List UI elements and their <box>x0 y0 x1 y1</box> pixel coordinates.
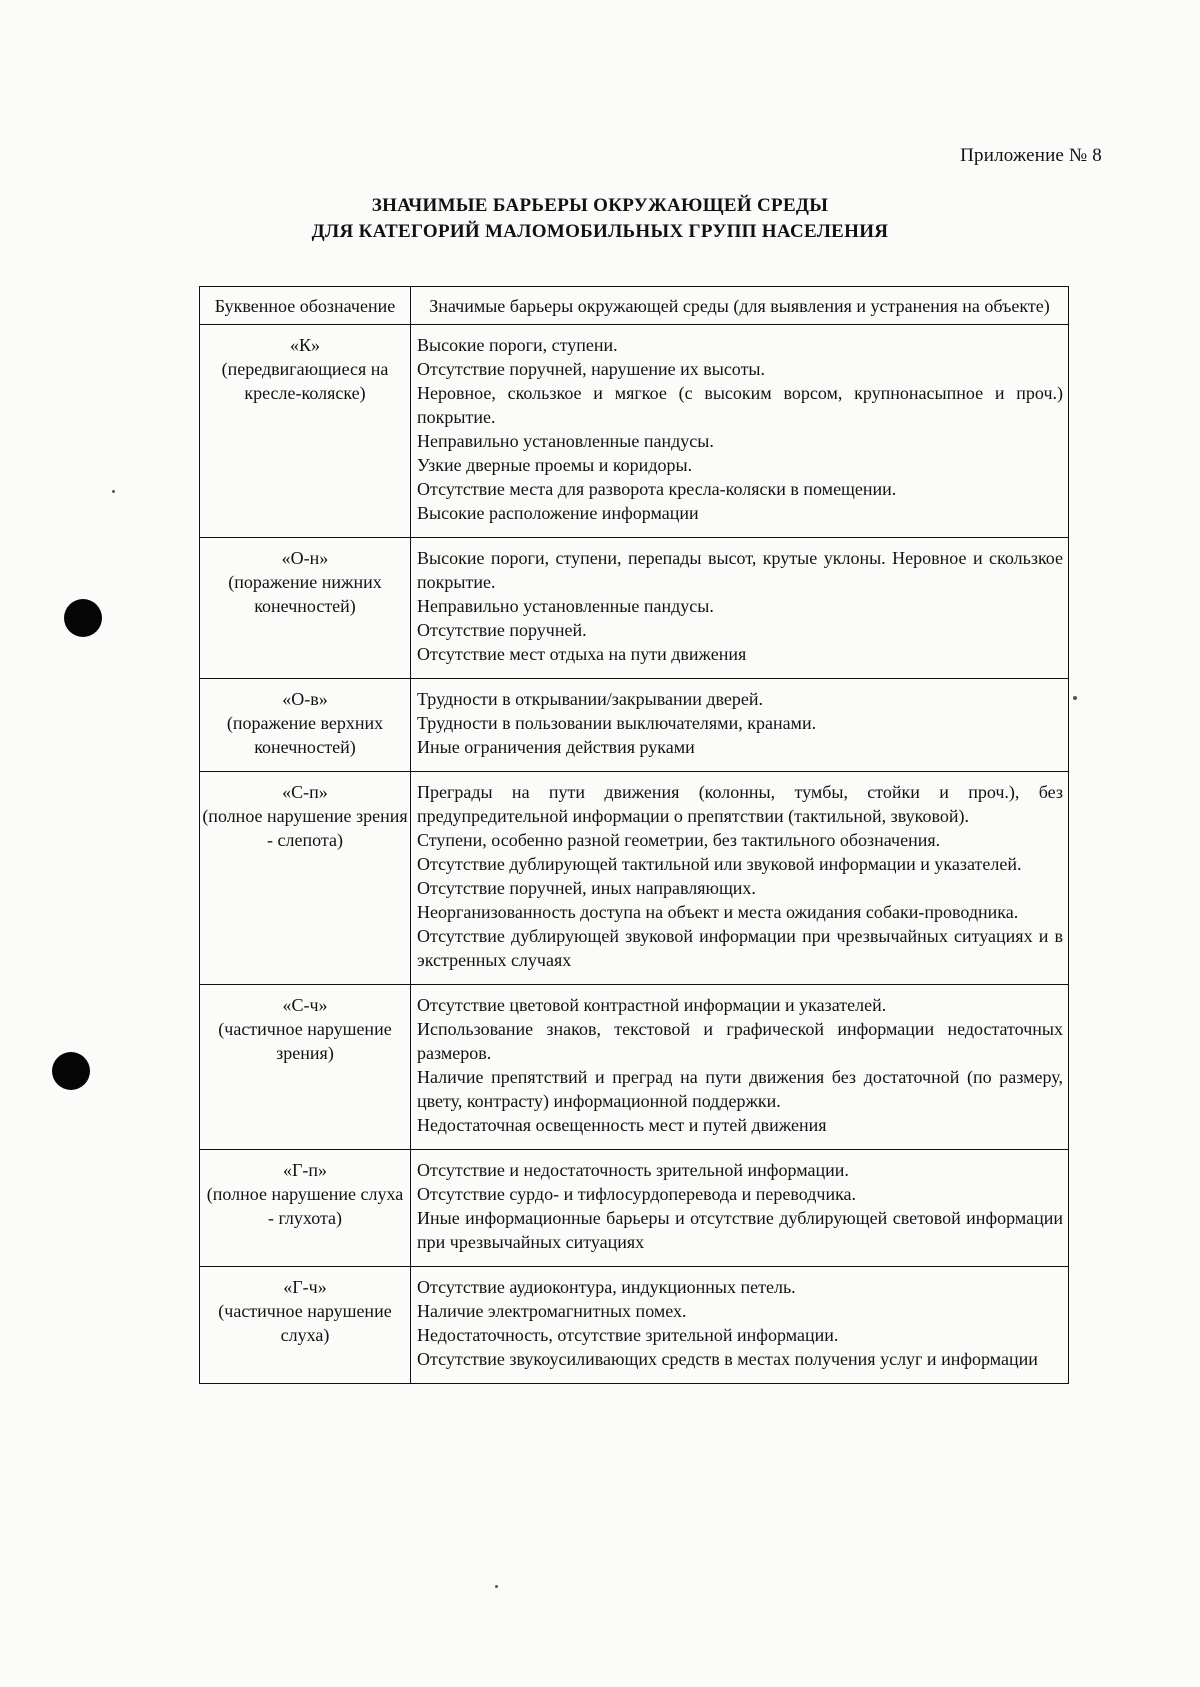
table-row <box>200 679 1069 772</box>
table-header-row <box>200 287 1069 325</box>
barrier-item: Трудности в пользовании выключателями, кранами. <box>417 713 817 733</box>
barrier-item: Узкие дверные проемы и коридоры. <box>417 455 693 475</box>
scan-speck <box>112 490 115 493</box>
category-description: (передвигающиеся на кресле-коляске) <box>221 359 389 403</box>
category-cell <box>200 1150 411 1267</box>
barrier-item: Высокие расположение информации <box>417 503 699 523</box>
barrier-item: Неправильно установленные пандусы. <box>417 431 714 451</box>
category-code: «К» <box>289 335 320 355</box>
barrier-item: Использование знаков, текстовой и графической информации недостаточных размеров. <box>417 1019 1063 1063</box>
category-description: (частичное нарушение зрения) <box>218 1019 392 1063</box>
barrier-item: Отсутствие аудиоконтура, индукционных петель. <box>417 1277 796 1297</box>
header-barriers: Значимые барьеры окружающей среды (для выявления и устранения на объекте) <box>411 287 1069 325</box>
category-cell <box>200 985 411 1150</box>
barrier-item: Высокие пороги, ступени, перепады высот, крутые уклоны. Неровное и скользкое покрытие. <box>417 548 1063 592</box>
barrier-item: Наличие препятствий и преград на пути движения без достаточной (по размеру, цвету, контрасту) информационной поддержки. <box>417 1067 1063 1111</box>
category-cell <box>200 1267 411 1384</box>
barrier-item: Отсутствие и недостаточность зрительной информации. <box>417 1160 849 1180</box>
category-cell <box>200 538 411 679</box>
category-cell <box>200 679 411 772</box>
header-code: Буквенное обозначение <box>200 287 411 325</box>
category-code: «С-п» <box>282 782 328 802</box>
scan-speck <box>495 1585 498 1588</box>
barrier-item: Отсутствие поручней, иных направляющих. <box>417 878 756 898</box>
title-line-2: ДЛЯ КАТЕГОРИЙ МАЛОМОБИЛЬНЫХ ГРУПП НАСЕЛЕНИЯ <box>311 221 889 242</box>
category-code: «С-ч» <box>282 995 328 1015</box>
punch-hole-top <box>64 599 102 637</box>
barrier-item: Иные ограничения действия руками <box>417 737 695 757</box>
barrier-item: Неправильно установленные пандусы. <box>417 596 714 616</box>
title-line-1: ЗНАЧИМЫЕ БАРЬЕРЫ ОКРУЖАЮЩЕЙ СРЕДЫ <box>371 195 829 216</box>
category-cell <box>200 772 411 985</box>
barrier-item: Отсутствие цветовой контрастной информации и указателей. <box>417 995 887 1015</box>
barriers-cell <box>411 1150 1069 1267</box>
barrier-item: Трудности в открывании/закрывании дверей. <box>417 689 764 709</box>
barrier-item: Иные информационные барьеры и отсутствие дублирующей световой информации при чрезвычайных ситуациях <box>417 1208 1063 1252</box>
barrier-item: Отсутствие поручней. <box>417 620 587 640</box>
table-row <box>200 772 1069 985</box>
barrier-item: Отсутствие поручней, нарушение их высоты. <box>417 359 766 379</box>
barrier-item: Отсутствие дублирующей звуковой информации при чрезвычайных ситуациях и в экстренных случаях <box>417 926 1063 970</box>
barriers-cell <box>411 538 1069 679</box>
table-row <box>200 1267 1069 1384</box>
barrier-item: Наличие электромагнитных помех. <box>417 1301 687 1321</box>
barrier-item: Неорганизованность доступа на объект и места ожидания собаки-проводника. <box>417 902 1019 922</box>
table-row <box>200 538 1069 679</box>
scan-speck <box>1073 696 1077 700</box>
appendix-label: Приложение № 8 <box>960 145 1102 166</box>
document-title <box>0 193 1200 245</box>
barriers-table <box>199 286 1069 1384</box>
barrier-item: Отсутствие сурдо- и тифлосурдоперевода и переводчика. <box>417 1184 857 1204</box>
barriers-cell <box>411 772 1069 985</box>
barriers-cell <box>411 985 1069 1150</box>
barrier-item: Отсутствие мест отдыха на пути движения <box>417 644 747 664</box>
category-description: (поражение нижних конечностей) <box>228 572 382 616</box>
barrier-item: Отсутствие звукоусиливающих средств в местах получения услуг и информации <box>417 1349 1038 1369</box>
barrier-item: Неровное, скользкое и мягкое (с высоким ворсом, крупнонасыпное и проч.) покрытие. <box>417 383 1063 427</box>
category-code: «Г-ч» <box>283 1277 327 1297</box>
table-row <box>200 325 1069 538</box>
barrier-item: Недостаточная освещенность мест и путей движения <box>417 1115 827 1135</box>
barrier-item: Преграды на пути движения (колонны, тумбы, стойки и проч.), без предупредительной информации о препятствии (тактильной, звуковой). <box>417 782 1063 826</box>
table-body <box>200 325 1069 1384</box>
barriers-cell <box>411 325 1069 538</box>
category-code: «Г-п» <box>282 1160 328 1180</box>
category-code: «О-в» <box>282 689 328 709</box>
category-description: (частичное нарушение слуха) <box>218 1301 392 1345</box>
category-description: (поражение верхних конечностей) <box>226 713 384 757</box>
barriers-cell <box>411 679 1069 772</box>
category-code: «О-н» <box>281 548 329 568</box>
barrier-item: Отсутствие дублирующей тактильной или звуковой информации и указателей. <box>417 854 1022 874</box>
barrier-item: Высокие пороги, ступени. <box>417 335 618 355</box>
barrier-item: Отсутствие места для разворота кресла-коляски в помещении. <box>417 479 897 499</box>
table-row <box>200 985 1069 1150</box>
category-cell <box>200 325 411 538</box>
barrier-item: Недостаточность, отсутствие зрительной информации. <box>417 1325 839 1345</box>
category-description: (полное нарушение зрения - слепота) <box>202 806 408 850</box>
category-description: (полное нарушение слуха - глухота) <box>206 1184 404 1228</box>
barriers-cell <box>411 1267 1069 1384</box>
barrier-item: Ступени, особенно разной геометрии, без тактильного обозначения. <box>417 830 941 850</box>
table-row <box>200 1150 1069 1267</box>
punch-hole-bottom <box>52 1052 90 1090</box>
